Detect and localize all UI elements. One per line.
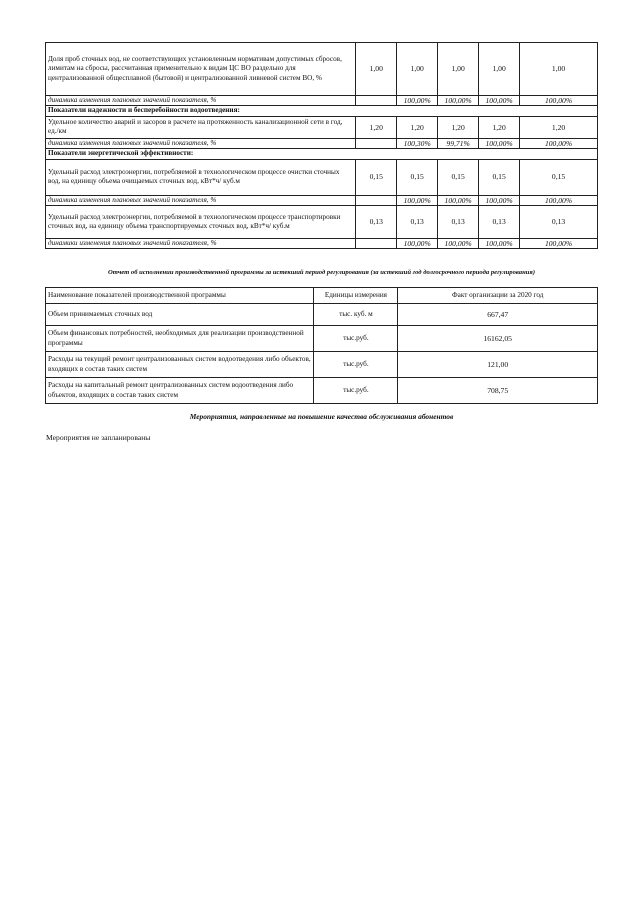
report-banner: Отчет об исполнении производственной программы за истекший период регулирования (за истекший год долгосрочного периода регулирования) [107,269,536,276]
indicator-value: 0,15 [479,159,520,195]
dynamics-value: 100,00% [438,96,479,106]
section-header-row [46,149,598,159]
dynamics-value: 100,00% [479,195,520,205]
report-item-unit: тыс.руб. [314,378,398,404]
dynamics-value: 99,71% [438,138,479,148]
indicator-value: 1,00 [397,43,438,96]
table-row [46,239,598,249]
table-row [46,43,598,96]
table-row [46,304,598,326]
table-row [46,138,598,148]
dynamics-value: 100,00% [479,239,520,249]
dynamics-label: динамика изменения плановых значений показателя, % [46,138,356,148]
indicator-value: 0,15 [520,159,598,195]
dynamics-value: 100,00% [479,96,520,106]
indicator-value: 0,13 [397,206,438,239]
table-row [46,378,598,404]
dynamics-value: 100,00% [520,239,598,249]
indicator-value: 1,20 [479,116,520,138]
report-item-unit: тыс.руб. [314,352,398,378]
indicator-value: 1,00 [438,43,479,96]
indicator-value: 1,00 [479,43,520,96]
indicator-value: 0,15 [356,159,397,195]
indicator-value: 1,20 [397,116,438,138]
dynamics-value: 100,00% [520,138,598,148]
column-header: Наименование показателей производственной программы [46,288,314,304]
indicator-label: Удельное количество аварий и засоров в расчете на протяженность канализационной сети в год, ед./км [46,116,356,138]
section-header-row [46,106,598,116]
dynamics-value: 100,00% [438,239,479,249]
dynamics-label: динамики изменения плановых значений показателя, % [46,239,356,249]
report-item-name: Объем принимаемых сточных вод [46,304,314,326]
dynamics-value [356,96,397,106]
dynamics-value: 100,00% [479,138,520,148]
report-item-value: 121,00 [398,352,598,378]
column-header: Единицы измерения [314,288,398,304]
dynamics-label: динамика изменения плановых значений показателя, % [46,96,356,106]
report-item-value: 16162,05 [398,326,598,352]
indicator-value: 0,13 [356,206,397,239]
dynamics-value: 100,00% [397,195,438,205]
dynamics-value: 100,00% [520,96,598,106]
dynamics-value: 100,00% [397,96,438,106]
report-item-unit: тыс.руб. [314,326,398,352]
indicator-value: 1,20 [356,116,397,138]
indicator-label: Удельный расход электроэнергии, потребляемой в технологическом процессе очистки сточных вод, на единицу объема очищаемых сточных вод, кВт*ч/ куб.м [46,159,356,195]
section-header: Показатели энергетической эффективности: [46,149,598,159]
indicator-label: Доля проб сточных вод, не соответствующих установленным нормативам допустимых сбросов, лимитам на сбросы, рассчитанная применительно к видам ЦС ВО раздельно для централизованной общесплавной (бытовой) и централизованной ливневой систем ВО, % [46,43,356,96]
table-row [46,326,598,352]
table-row [46,159,598,195]
dynamics-value [356,195,397,205]
column-header: Факт организации за 2020 год [398,288,598,304]
measures-text: Мероприятия не запланированы [46,433,151,442]
dynamics-value [356,138,397,148]
dynamics-value: 100,00% [520,195,598,205]
indicator-label: Удельный расход электроэнергии, потребляемой в технологическом процессе транспортировки сточных вод, на единицу объема транспортируемых сточных вод, кВт*ч/ куб.м [46,206,356,239]
indicator-value: 1,20 [520,116,598,138]
table-row [46,206,598,239]
report-item-value: 667,47 [398,304,598,326]
report-item-name: Расходы на капитальный ремонт централизованных систем водоотведения либо объектов, входящих в состав таких систем [46,378,314,404]
dynamics-value [356,239,397,249]
report-item-value: 708,75 [398,378,598,404]
indicator-value: 1,00 [520,43,598,96]
dynamics-label: динамика изменения плановых значений показателя, % [46,195,356,205]
indicator-value: 0,13 [479,206,520,239]
table-row [46,116,598,138]
indicator-value: 1,00 [356,43,397,96]
indicator-value: 0,15 [438,159,479,195]
indicator-value: 0,13 [520,206,598,239]
report-table [45,287,598,404]
indicators-table [45,42,598,249]
indicator-value: 0,13 [438,206,479,239]
dynamics-value: 100,00% [438,195,479,205]
indicator-value: 0,15 [397,159,438,195]
measures-heading: Мероприятия, направленные на повышение качества обслуживания абонентов [189,412,454,421]
table-row [46,195,598,205]
indicator-value: 1,20 [438,116,479,138]
report-item-name: Объем финансовых потребностей, необходимых для реализации производственной программы [46,326,314,352]
table-header-row [46,288,598,304]
report-item-name: Расходы на текущий ремонт централизованных систем водоотведения либо объектов, входящих в состав таких систем [46,352,314,378]
table-row [46,352,598,378]
section-header: Показатели надежности и бесперебойности водоотведения: [46,106,598,116]
dynamics-value: 100,30% [397,138,438,148]
dynamics-value: 100,00% [397,239,438,249]
table-row [46,96,598,106]
report-item-unit: тыс. куб. м [314,304,398,326]
